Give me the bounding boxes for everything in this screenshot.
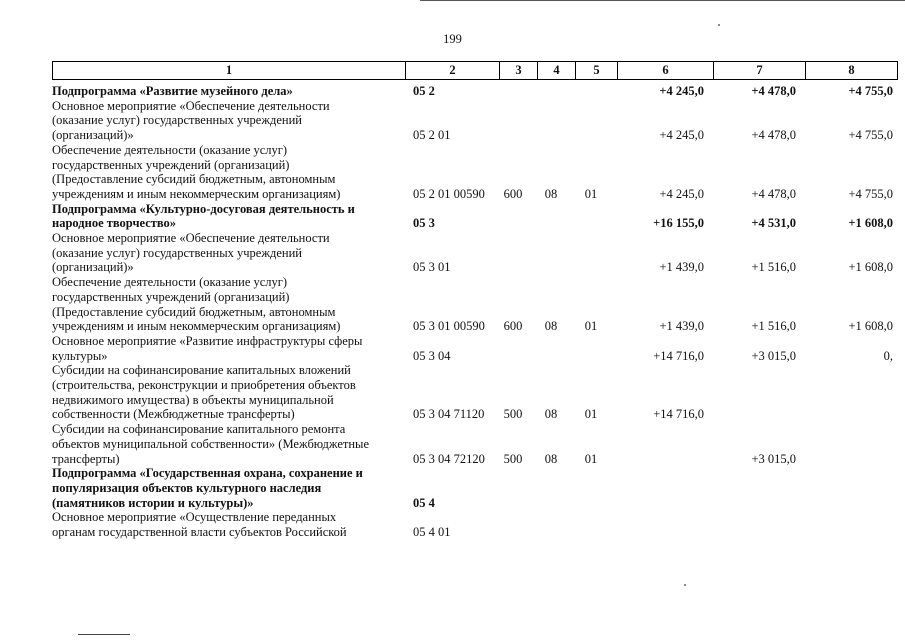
amount-col-7: +1 516,0 xyxy=(751,260,796,275)
description-line: государственных учреждений (организаций) xyxy=(52,289,290,304)
table-row xyxy=(52,143,897,202)
row-description xyxy=(52,510,400,539)
bottom-edge-mark xyxy=(78,634,130,635)
subsection-code: 01 xyxy=(584,186,598,201)
table-row xyxy=(52,231,897,275)
section-code: 08 xyxy=(544,407,558,422)
amount-col-8: 0, xyxy=(883,348,893,363)
description-line: (организаций)» xyxy=(52,260,134,275)
table-row xyxy=(52,466,897,510)
budget-code: 05 2 xyxy=(413,84,435,98)
description-line: Субсидии на софинансирование капитального ремонта xyxy=(52,422,346,437)
amount-col-7: +4 478,0 xyxy=(751,186,796,201)
header-col-4: 4 xyxy=(538,62,576,80)
row-description xyxy=(52,275,400,334)
scan-speck xyxy=(684,584,686,586)
column-header-table xyxy=(52,61,898,80)
description-line: учреждениям и иным некоммерческим организациям) xyxy=(52,319,341,334)
amount-col-6: +4 245,0 xyxy=(659,186,704,201)
header-col-3: 3 xyxy=(500,62,538,80)
budget-code: 05 4 xyxy=(413,495,435,510)
header-col-8: 8 xyxy=(806,62,898,80)
amount-col-8: +1 608,0 xyxy=(848,216,893,231)
budget-code: 05 3 04 xyxy=(413,348,451,363)
description-line: (строительства, реконструкции и приобретения объектов xyxy=(52,378,356,393)
description-line: трансферты) xyxy=(52,451,120,466)
budget-code: 05 2 01 00590 xyxy=(413,186,485,201)
header-col-5: 5 xyxy=(576,62,618,80)
description-line: учреждениям и иным некоммерческим организациям) xyxy=(52,186,341,201)
row-description xyxy=(52,363,400,422)
table-row xyxy=(52,275,897,334)
description-line: культуры» xyxy=(52,348,108,363)
table-row xyxy=(52,202,897,231)
row-description xyxy=(52,202,400,231)
description-line: Основное мероприятие «Развитие инфраструктуры сферы xyxy=(52,333,363,348)
table-row xyxy=(52,334,897,363)
budget-code: 05 3 04 71120 xyxy=(413,407,485,422)
description-line: популяризация объектов культурного наследия xyxy=(52,480,322,495)
description-line: недвижимого имущества) в объекты муниципальной xyxy=(52,392,334,407)
amount-col-6: +1 439,0 xyxy=(659,319,704,334)
table-row xyxy=(52,99,897,143)
section-code: 08 xyxy=(544,451,558,466)
amount-col-8: +4 755,0 xyxy=(848,128,893,143)
subsection-code: 01 xyxy=(584,407,598,422)
amount-col-6: +4 245,0 xyxy=(659,128,704,143)
amount-col-7: +4 478,0 xyxy=(751,84,796,98)
page-number: 199 xyxy=(443,32,462,46)
amount-col-7: +4 478,0 xyxy=(751,128,796,143)
budget-code: 05 3 01 00590 xyxy=(413,319,485,334)
description-line: (Предоставление субсидий бюджетным, автономным xyxy=(52,304,336,319)
description-line: народное творчество» xyxy=(52,216,177,231)
description-line: Обеспечение деятельности (оказание услуг) xyxy=(52,142,288,157)
description-line: Основное мероприятие «Осуществление переданных xyxy=(52,510,337,525)
amount-col-8: +4 755,0 xyxy=(848,84,893,98)
description-line: Обеспечение деятельности (оказание услуг) xyxy=(52,275,288,290)
row-description xyxy=(52,84,400,99)
subsection-code: 01 xyxy=(584,451,598,466)
description-line: собственности (Межбюджетные трансферты) xyxy=(52,407,295,422)
budget-table-body xyxy=(52,84,897,540)
amount-col-8: +4 755,0 xyxy=(848,186,893,201)
scan-speck xyxy=(718,24,720,26)
description-line: (оказание услуг) государственных учреждений xyxy=(52,245,302,260)
section-code: 08 xyxy=(544,186,558,201)
amount-col-6: +14 716,0 xyxy=(653,407,704,422)
budget-code: 05 3 xyxy=(413,216,435,231)
budget-code: 05 3 01 xyxy=(413,260,451,275)
table-row xyxy=(52,84,897,99)
amount-col-6: +14 716,0 xyxy=(653,348,704,363)
amount-col-6: +4 245,0 xyxy=(659,84,704,98)
expense-type-code: 600 xyxy=(503,186,523,201)
amount-col-7: +3 015,0 xyxy=(751,451,796,466)
amount-col-6: +16 155,0 xyxy=(653,216,704,231)
description-line: (Предоставление субсидий бюджетным, автономным xyxy=(52,172,336,187)
description-line: (организаций)» xyxy=(52,128,134,143)
description-line: Подпрограмма «Культурно-досуговая деятельность и xyxy=(52,201,355,216)
section-code: 08 xyxy=(544,319,558,334)
amount-col-7: +4 531,0 xyxy=(751,216,796,231)
budget-code: 05 3 04 72120 xyxy=(413,451,485,466)
budget-code: 05 2 01 xyxy=(413,128,451,143)
budget-code: 05 4 01 xyxy=(413,525,451,540)
description-line: Основное мероприятие «Обеспечение деятельности xyxy=(52,231,330,246)
expense-type-code: 500 xyxy=(503,451,523,466)
description-line: Подпрограмма «Государственная охрана, сохранение и xyxy=(52,466,363,481)
header-col-7: 7 xyxy=(714,62,806,80)
description-line: государственных учреждений (организаций) xyxy=(52,157,290,172)
table-row xyxy=(52,510,897,539)
row-description xyxy=(52,422,400,466)
row-description xyxy=(52,334,400,363)
description-line: (оказание услуг) государственных учреждений xyxy=(52,113,302,128)
header-row xyxy=(53,62,898,80)
expense-type-code: 600 xyxy=(503,319,523,334)
description-line: Подпрограмма «Развитие музейного дела» xyxy=(52,84,293,98)
table-row xyxy=(52,363,897,422)
description-line: Субсидии на софинансирование капитальных вложений xyxy=(52,363,351,378)
expense-type-code: 500 xyxy=(503,407,523,422)
description-line: (памятников истории и культуры)» xyxy=(52,495,254,510)
amount-col-7: +1 516,0 xyxy=(751,319,796,334)
description-line: органам государственной власти субъектов Российской xyxy=(52,525,347,540)
description-line: объектов муниципальной собственности» (Межбюджетные xyxy=(52,436,369,451)
header-col-2: 2 xyxy=(406,62,500,80)
top-edge-rule xyxy=(420,0,905,1)
row-description xyxy=(52,231,400,275)
row-description xyxy=(52,99,400,143)
row-description xyxy=(52,466,400,510)
subsection-code: 01 xyxy=(584,319,598,334)
header-col-1: 1 xyxy=(53,62,406,80)
amount-col-8: +1 608,0 xyxy=(848,260,893,275)
description-line: Основное мероприятие «Обеспечение деятельности xyxy=(52,98,330,113)
amount-col-7: +3 015,0 xyxy=(751,348,796,363)
row-description xyxy=(52,143,400,202)
header-col-6: 6 xyxy=(618,62,714,80)
amount-col-6: +1 439,0 xyxy=(659,260,704,275)
table-row xyxy=(52,422,897,466)
amount-col-8: +1 608,0 xyxy=(848,319,893,334)
